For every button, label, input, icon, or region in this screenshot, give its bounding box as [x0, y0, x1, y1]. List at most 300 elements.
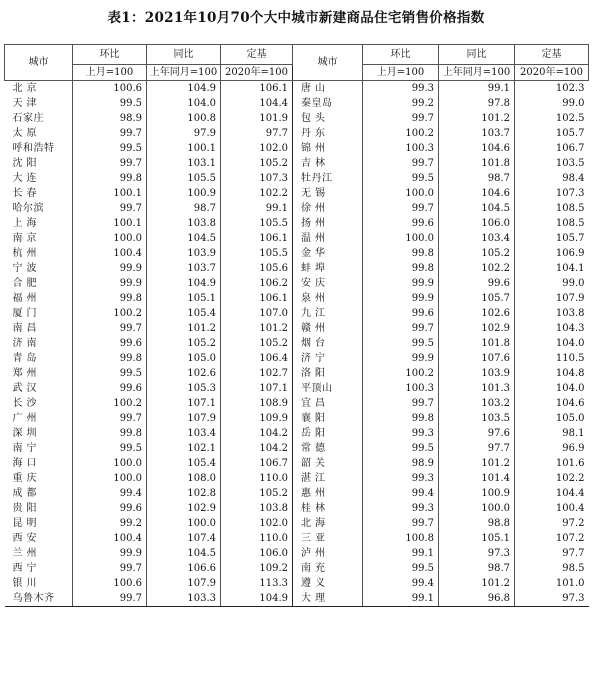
table-row [5, 186, 589, 201]
yoy-base-right: 上年同月=100 [439, 65, 515, 81]
fixed-value: 102.3 [515, 81, 589, 97]
yoy-value: 101.8 [439, 336, 515, 351]
yoy-value: 101.2 [439, 111, 515, 126]
table-row [5, 81, 589, 97]
mom-value: 99.1 [363, 546, 439, 561]
yoy-value: 102.9 [147, 501, 221, 516]
fixed-value: 106.2 [221, 276, 293, 291]
fixed-value: 105.0 [515, 411, 589, 426]
mom-value: 100.2 [73, 306, 147, 321]
fixed-value: 104.2 [221, 426, 293, 441]
yoy-value: 105.4 [147, 306, 221, 321]
mom-value: 99.9 [73, 261, 147, 276]
mom-value: 99.4 [363, 576, 439, 591]
city-name: 金华 [293, 246, 363, 261]
mom-value: 100.0 [73, 456, 147, 471]
fixed-value: 104.1 [515, 261, 589, 276]
mom-value: 99.6 [73, 501, 147, 516]
mom-value: 99.8 [73, 291, 147, 306]
yoy-value: 106.6 [147, 561, 221, 576]
table-row [5, 156, 589, 171]
city-name: 桂林 [293, 501, 363, 516]
table-row [5, 426, 589, 441]
fixed-value: 107.2 [515, 531, 589, 546]
city-name: 赣州 [293, 321, 363, 336]
mom-value: 99.8 [363, 411, 439, 426]
mom-value: 99.3 [363, 471, 439, 486]
yoy-value: 101.8 [439, 156, 515, 171]
table-row [5, 531, 589, 546]
fixed-value: 110.0 [221, 531, 293, 546]
mom-value: 99.2 [73, 516, 147, 531]
yoy-value: 103.7 [147, 261, 221, 276]
yoy-value: 103.2 [439, 396, 515, 411]
mom-value: 99.1 [363, 591, 439, 607]
table-row [5, 276, 589, 291]
city-name: 湛江 [293, 471, 363, 486]
city-name: 南京 [12, 233, 41, 244]
mom-value: 99.3 [363, 501, 439, 516]
table-row [5, 381, 589, 396]
table-row [5, 111, 589, 126]
fixed-value: 113.3 [221, 576, 293, 591]
table-row [5, 171, 589, 186]
mom-value: 99.5 [363, 171, 439, 186]
table-row [5, 201, 589, 216]
fixed-value: 107.0 [221, 306, 293, 321]
fixed-value: 104.0 [515, 381, 589, 396]
table-row [5, 546, 589, 561]
fixed-value: 106.0 [221, 546, 293, 561]
mom-value: 100.0 [363, 231, 439, 246]
yoy-value: 97.3 [439, 546, 515, 561]
mom-value: 99.7 [73, 201, 147, 216]
city-name: 平顶山 [293, 381, 363, 396]
mom-value: 99.7 [73, 591, 147, 607]
table-row [5, 291, 589, 306]
city-name: 深圳 [12, 428, 41, 439]
mom-value: 99.7 [73, 411, 147, 426]
yoy-value: 107.1 [147, 396, 221, 411]
yoy-value: 103.8 [147, 216, 221, 231]
table-row [5, 126, 589, 141]
mom-value: 99.7 [363, 156, 439, 171]
city-name: 郑州 [12, 368, 41, 379]
table-row [5, 141, 589, 156]
fixed-value: 105.2 [221, 156, 293, 171]
mom-value: 98.9 [363, 456, 439, 471]
yoy-value: 102.1 [147, 441, 221, 456]
fixed-value: 97.3 [515, 591, 589, 607]
yoy-value: 105.1 [439, 531, 515, 546]
table-row [5, 216, 589, 231]
mom-value: 100.0 [363, 186, 439, 201]
yoy-value: 103.4 [439, 231, 515, 246]
city-name: 石家庄 [12, 113, 44, 124]
mom-value: 100.3 [363, 141, 439, 156]
mom-value: 99.5 [363, 441, 439, 456]
fixed-value: 106.1 [221, 291, 293, 306]
fixed-value: 105.6 [221, 261, 293, 276]
city-name: 哈尔滨 [12, 203, 44, 214]
city-name: 无锡 [293, 186, 363, 201]
fixed-value: 105.7 [515, 126, 589, 141]
mom-value: 99.9 [363, 276, 439, 291]
fixed-value: 106.1 [221, 231, 293, 246]
city-name: 厦门 [12, 308, 41, 319]
yoy-value: 100.9 [147, 186, 221, 201]
table-row [5, 486, 589, 501]
city-name: 兰州 [12, 548, 41, 559]
yoy-value: 100.8 [147, 111, 221, 126]
mom-value: 99.6 [363, 216, 439, 231]
city-name: 昆明 [12, 518, 41, 529]
table-row [5, 501, 589, 516]
city-name: 重庆 [12, 473, 41, 484]
city-name: 北海 [293, 516, 363, 531]
mom-value: 99.4 [73, 486, 147, 501]
price-index-table [4, 44, 589, 607]
mom-value: 99.8 [363, 246, 439, 261]
fixed-value: 102.2 [515, 471, 589, 486]
mom-value: 99.7 [73, 561, 147, 576]
city-name: 徐州 [293, 201, 363, 216]
yoy-value: 103.5 [439, 411, 515, 426]
yoy-value: 99.1 [439, 81, 515, 97]
fixed-value: 102.0 [221, 516, 293, 531]
yoy-value: 105.2 [147, 336, 221, 351]
mom-value: 100.6 [73, 576, 147, 591]
yoy-value: 96.8 [439, 591, 515, 607]
yoy-value: 97.8 [439, 96, 515, 111]
mom-value: 100.1 [73, 186, 147, 201]
city-name: 泉州 [293, 291, 363, 306]
yoy-header-right: 同比 [439, 45, 515, 65]
mom-value: 99.7 [363, 321, 439, 336]
table-row [5, 411, 589, 426]
fixed-value: 109.9 [221, 411, 293, 426]
fixed-value: 96.9 [515, 441, 589, 456]
table-row [5, 576, 589, 591]
city-name: 秦皇岛 [293, 96, 363, 111]
fixed-value: 98.4 [515, 171, 589, 186]
mom-value: 99.7 [363, 396, 439, 411]
city-name: 吉林 [293, 156, 363, 171]
mom-value: 99.6 [73, 336, 147, 351]
city-name: 乌鲁木齐 [5, 591, 73, 607]
yoy-value: 107.9 [147, 576, 221, 591]
mom-value: 99.8 [73, 171, 147, 186]
mom-value: 99.8 [363, 261, 439, 276]
yoy-value: 98.7 [439, 561, 515, 576]
mom-value: 100.6 [73, 81, 147, 97]
yoy-value: 103.4 [147, 426, 221, 441]
city-name: 襄阳 [293, 411, 363, 426]
mom-value: 99.4 [363, 486, 439, 501]
mom-value: 99.9 [363, 351, 439, 366]
fixed-value: 98.5 [515, 561, 589, 576]
fixed-value: 106.4 [221, 351, 293, 366]
city-name: 韶关 [293, 456, 363, 471]
city-name: 呼和浩特 [12, 143, 55, 154]
mom-value: 99.3 [363, 426, 439, 441]
city-name: 南宁 [12, 443, 41, 454]
fixed-value: 103.8 [515, 306, 589, 321]
fixed-value: 99.1 [221, 201, 293, 216]
table-row [5, 591, 589, 607]
mom-value: 100.1 [73, 216, 147, 231]
fixed-value: 101.0 [515, 576, 589, 591]
fixed-base-right: 2020年=100 [515, 65, 589, 81]
fixed-value: 107.3 [515, 186, 589, 201]
fixed-value: 99.0 [515, 276, 589, 291]
table-title: 表1：2021年10月70个大中城市新建商品住宅销售价格指数 [107, 10, 485, 26]
city-name: 贵阳 [12, 503, 41, 514]
city-name: 沈阳 [12, 158, 41, 169]
city-name: 遵义 [293, 576, 363, 591]
yoy-value: 101.4 [439, 471, 515, 486]
city-name: 长沙 [12, 398, 41, 409]
fixed-value: 97.2 [515, 516, 589, 531]
table-row [5, 321, 589, 336]
yoy-value: 102.9 [439, 321, 515, 336]
table-row [5, 516, 589, 531]
city-name: 南昌 [12, 323, 41, 334]
mom-value: 99.7 [363, 516, 439, 531]
fixed-value: 105.2 [221, 486, 293, 501]
table-row [5, 561, 589, 576]
city-name: 杭州 [12, 248, 41, 259]
fixed-value: 98.1 [515, 426, 589, 441]
city-name: 青岛 [12, 353, 41, 364]
city-name: 温州 [293, 231, 363, 246]
mom-header-right: 环比 [363, 45, 439, 65]
fixed-value: 110.5 [515, 351, 589, 366]
table-row [5, 96, 589, 111]
fixed-value: 105.2 [221, 336, 293, 351]
yoy-value: 103.9 [147, 246, 221, 261]
mom-value: 99.5 [73, 96, 147, 111]
mom-value: 99.9 [363, 291, 439, 306]
mom-value: 99.5 [73, 141, 147, 156]
fixed-value: 108.9 [221, 396, 293, 411]
yoy-value: 104.5 [439, 201, 515, 216]
mom-value: 99.5 [363, 561, 439, 576]
mom-value: 100.2 [363, 126, 439, 141]
city-name: 丹东 [293, 126, 363, 141]
yoy-value: 105.3 [147, 381, 221, 396]
yoy-header-left: 同比 [147, 45, 221, 65]
yoy-value: 107.9 [147, 411, 221, 426]
city-header-right: 城市 [293, 45, 363, 81]
city-name: 大连 [12, 173, 41, 184]
fixed-value: 107.3 [221, 171, 293, 186]
yoy-value: 104.5 [147, 231, 221, 246]
table-row [5, 351, 589, 366]
fixed-value: 110.0 [221, 471, 293, 486]
fixed-value: 105.7 [515, 231, 589, 246]
city-name: 南充 [293, 561, 363, 576]
mom-value: 99.7 [73, 126, 147, 141]
city-name: 福州 [12, 293, 41, 304]
fixed-base-left: 2020年=100 [221, 65, 293, 81]
yoy-value: 97.7 [439, 441, 515, 456]
fixed-value: 101.6 [515, 456, 589, 471]
city-name: 长春 [12, 188, 41, 199]
yoy-value: 102.6 [439, 306, 515, 321]
mom-header-left: 环比 [73, 45, 147, 65]
mom-value: 99.3 [363, 81, 439, 97]
yoy-value: 101.2 [147, 321, 221, 336]
table-row [5, 396, 589, 411]
fixed-value: 99.0 [515, 96, 589, 111]
mom-value: 100.2 [73, 396, 147, 411]
mom-value: 100.8 [363, 531, 439, 546]
city-name: 唐山 [293, 81, 363, 97]
mom-base-right: 上月=100 [363, 65, 439, 81]
city-name: 牡丹江 [293, 171, 363, 186]
fixed-value: 102.0 [221, 141, 293, 156]
city-name: 三亚 [293, 531, 363, 546]
yoy-value: 105.7 [439, 291, 515, 306]
city-name: 上海 [12, 218, 41, 229]
yoy-value: 105.1 [147, 291, 221, 306]
city-name: 济南 [12, 338, 41, 349]
yoy-value: 97.6 [439, 426, 515, 441]
table-row [5, 336, 589, 351]
city-name: 济宁 [293, 351, 363, 366]
fixed-value: 106.9 [515, 246, 589, 261]
fixed-value: 101.2 [221, 321, 293, 336]
fixed-value: 109.2 [221, 561, 293, 576]
yoy-base-left: 上年同月=100 [147, 65, 221, 81]
mom-value: 99.5 [73, 366, 147, 381]
mom-value: 100.0 [73, 471, 147, 486]
mom-value: 99.6 [73, 381, 147, 396]
yoy-value: 107.4 [147, 531, 221, 546]
yoy-value: 103.1 [147, 156, 221, 171]
yoy-value: 98.8 [439, 516, 515, 531]
yoy-value: 99.6 [439, 276, 515, 291]
table-row [5, 471, 589, 486]
yoy-value: 106.0 [439, 216, 515, 231]
city-header-left: 城市 [5, 45, 73, 81]
yoy-value: 107.6 [439, 351, 515, 366]
city-name: 海口 [12, 458, 41, 469]
fixed-value: 97.7 [515, 546, 589, 561]
city-name: 锦州 [293, 141, 363, 156]
yoy-value: 104.6 [439, 141, 515, 156]
yoy-value: 100.0 [147, 516, 221, 531]
fixed-value: 106.1 [221, 81, 293, 97]
yoy-value: 100.1 [147, 141, 221, 156]
fixed-value: 104.9 [221, 591, 293, 607]
fixed-value: 97.7 [221, 126, 293, 141]
city-name: 西宁 [12, 563, 41, 574]
fixed-value: 107.9 [515, 291, 589, 306]
city-name: 武汉 [12, 383, 41, 394]
city-name: 包头 [293, 111, 363, 126]
fixed-header-left: 定基 [221, 45, 293, 65]
city-name: 合肥 [12, 278, 41, 289]
mom-value: 99.6 [363, 306, 439, 321]
city-name: 安庆 [293, 276, 363, 291]
fixed-value: 102.7 [221, 366, 293, 381]
city-name: 天津 [12, 98, 41, 109]
mom-value: 100.2 [363, 366, 439, 381]
yoy-value: 104.9 [147, 276, 221, 291]
yoy-value: 101.2 [439, 456, 515, 471]
fixed-value: 104.0 [515, 336, 589, 351]
yoy-value: 103.7 [439, 126, 515, 141]
fixed-value: 104.4 [221, 96, 293, 111]
fixed-value: 108.5 [515, 216, 589, 231]
yoy-value: 100.0 [439, 501, 515, 516]
mom-value: 99.2 [363, 96, 439, 111]
mom-value: 99.7 [363, 201, 439, 216]
yoy-value: 104.9 [147, 81, 221, 97]
mom-value: 99.7 [73, 156, 147, 171]
city-name: 蚌埠 [293, 261, 363, 276]
fixed-value: 105.5 [221, 246, 293, 261]
fixed-value: 104.6 [515, 396, 589, 411]
yoy-value: 102.6 [147, 366, 221, 381]
fixed-value: 102.5 [515, 111, 589, 126]
city-name: 宜昌 [293, 396, 363, 411]
city-name: 北京 [12, 83, 41, 94]
mom-value: 99.9 [73, 276, 147, 291]
yoy-value: 105.4 [147, 456, 221, 471]
yoy-value: 104.6 [439, 186, 515, 201]
mom-value: 98.9 [73, 111, 147, 126]
city-name: 成都 [12, 488, 41, 499]
fixed-value: 103.5 [515, 156, 589, 171]
city-name: 九江 [293, 306, 363, 321]
fixed-value: 102.2 [221, 186, 293, 201]
yoy-value: 97.9 [147, 126, 221, 141]
city-name: 大理 [293, 591, 363, 607]
yoy-value: 98.7 [147, 201, 221, 216]
table-row [5, 261, 589, 276]
fixed-value: 103.8 [221, 501, 293, 516]
mom-value: 100.4 [73, 246, 147, 261]
mom-value: 99.9 [73, 546, 147, 561]
city-name: 西安 [12, 533, 41, 544]
mom-value: 99.5 [73, 441, 147, 456]
fixed-value: 101.9 [221, 111, 293, 126]
city-name: 洛阳 [293, 366, 363, 381]
mom-value: 99.8 [73, 426, 147, 441]
yoy-value: 100.9 [439, 486, 515, 501]
yoy-value: 101.2 [439, 576, 515, 591]
mom-value: 100.3 [363, 381, 439, 396]
fixed-value: 106.7 [515, 141, 589, 156]
fixed-value: 100.4 [515, 501, 589, 516]
table-row [5, 306, 589, 321]
yoy-value: 103.9 [439, 366, 515, 381]
fixed-value: 104.4 [515, 486, 589, 501]
fixed-value: 106.7 [221, 456, 293, 471]
mom-value: 100.0 [73, 231, 147, 246]
yoy-value: 101.3 [439, 381, 515, 396]
yoy-value: 108.0 [147, 471, 221, 486]
mom-value: 99.7 [363, 111, 439, 126]
fixed-value: 108.5 [515, 201, 589, 216]
table-row [5, 366, 589, 381]
city-name: 常德 [293, 441, 363, 456]
table-row [5, 246, 589, 261]
city-name: 宁波 [12, 263, 41, 274]
